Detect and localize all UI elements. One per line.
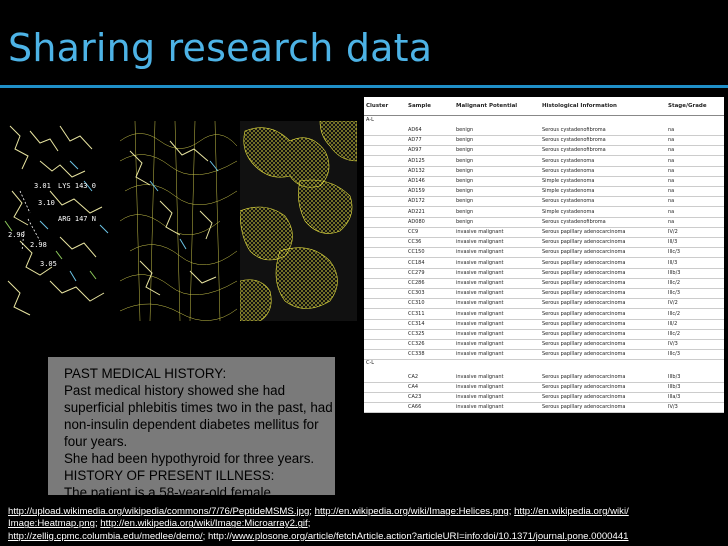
table-cell-sample: AD221 <box>408 208 425 215</box>
table-cell-stage: na <box>668 218 675 225</box>
residue-label: ARG 147 N <box>58 215 96 223</box>
table-cell-sample: AD64 <box>408 127 422 133</box>
separator: ; <box>508 506 515 517</box>
table-cell-histology: Serous papillary adenocarcinoma <box>542 310 626 317</box>
table-cell-histology: Serous papillary adenocarcinoma <box>542 300 626 307</box>
table-cell-sample: AD146 <box>408 178 425 184</box>
table-cell-histology: Serous papillary adenocarcinoma <box>542 331 626 337</box>
title-divider <box>0 85 728 88</box>
table-cell-potential: invasive malignant <box>456 331 504 337</box>
molecule-mesh-partial-image <box>120 121 237 321</box>
reference-link[interactable]: www.plosone.org/article/fetchArticle.action?articleURI=info:doi/10.1371/journal.pone.0000441 <box>231 530 629 542</box>
molecule-density-mesh-image <box>240 121 357 321</box>
table-cell-stage: III/3 <box>668 259 678 266</box>
reference-link[interactable]: http://zellig.cpmc.columbia.edu/medlee/demo/ <box>8 530 203 542</box>
table-cell-stage: na <box>668 178 675 184</box>
note-line: PAST MEDICAL HISTORY: <box>64 366 227 381</box>
column-header-stage: Stage/Grade <box>668 103 707 109</box>
table-cell-histology: Serous papillary adenocarcinoma <box>542 239 626 246</box>
table-cell-sample: AD125 <box>408 157 425 164</box>
table-cell-sample: AD080 <box>408 218 425 225</box>
table-cell-stage: IIIc/3 <box>668 249 681 256</box>
note-line: HISTORY OF PRESENT ILLNESS: <box>64 468 275 483</box>
table-cell-sample: CC325 <box>408 331 425 337</box>
slide-title: Sharing research data <box>8 26 433 70</box>
column-header-histology: Histological Information <box>542 103 617 109</box>
table-cell-potential: benign <box>456 178 474 184</box>
table-cell-histology: Serous cystadenofibroma <box>542 218 606 225</box>
table-cell-stage: IIIc/2 <box>668 310 681 317</box>
separator: ; <box>94 518 101 530</box>
table-cell-stage: IIIc/2 <box>668 331 681 337</box>
table-header <box>364 97 724 116</box>
table-cell-stage: na <box>668 198 675 205</box>
table-cell-sample: CC311 <box>408 310 425 317</box>
table-cell-histology: Serous cystadenofibroma <box>542 147 606 154</box>
table-cell-sample: AD172 <box>408 198 425 205</box>
table-cell-potential: benign <box>456 208 474 215</box>
table-cell-potential: benign <box>456 157 474 164</box>
table-cell-histology: Serous papillary adenocarcinoma <box>542 249 626 256</box>
table-cell-sample: AD132 <box>408 167 425 174</box>
table-cell-stage: IV/2 <box>668 229 678 235</box>
table-cell-sample: CC184 <box>408 259 425 266</box>
table-cell-potential: benign <box>456 167 474 174</box>
table-cell-sample: AD159 <box>408 188 425 195</box>
table-cell-potential: invasive malignant <box>456 259 504 266</box>
molecule-line-model-image <box>0 121 114 321</box>
table-cell-sample: CC9 <box>408 229 419 235</box>
table-cell-potential: invasive malignant <box>456 383 504 390</box>
table-cell-sample: AD97 <box>408 147 422 154</box>
table-cell-stage: IV/2 <box>668 300 678 307</box>
separator: ; <box>307 518 311 530</box>
residue-label: LYS 143 0 <box>58 182 96 190</box>
note-line: Past medical history showed she had <box>64 383 286 398</box>
column-header-sample: Sample <box>408 103 431 109</box>
note-line: non-insulin dependent diabetes mellitus for <box>64 417 319 432</box>
reference-link[interactable]: http://en.wikipedia.org/wiki/Image:Helices.png <box>314 506 509 517</box>
reference-link[interactable]: http://en.wikipedia.org/wiki/ <box>514 506 629 517</box>
table-cell-stage: na <box>668 157 675 164</box>
table-cell-histology: Serous cystadenoma <box>542 167 595 174</box>
table-cell-potential: invasive malignant <box>456 320 504 327</box>
table-cell-histology: Serous papillary adenocarcinoma <box>542 320 626 327</box>
microarray-sample-table <box>364 97 724 412</box>
table-cell-stage: IIIc/2 <box>668 280 681 286</box>
table-cell-sample: CC150 <box>408 249 425 256</box>
table-cell-potential: invasive malignant <box>456 239 504 246</box>
table-cell-sample: CC314 <box>408 320 425 327</box>
table-cell-histology: Serous papillary adenocarcinoma <box>542 341 626 348</box>
table-cell-histology: Serous papillary adenocarcinoma <box>542 269 626 276</box>
table-cell-stage: na <box>668 137 675 144</box>
table-cell-potential: benign <box>456 147 474 154</box>
image-references <box>8 506 726 543</box>
bond-distance-label: 2.98 <box>30 241 47 249</box>
table-cell-potential: benign <box>456 188 474 195</box>
table-cell-sample: CC338 <box>408 351 425 358</box>
table-cell-stage: IIIb/3 <box>668 373 681 380</box>
column-header-cluster: Cluster <box>366 103 389 109</box>
table-cell-potential: invasive malignant <box>456 249 504 256</box>
table-cell-histology: Serous papillary adenocarcinoma <box>542 229 626 235</box>
table-cell-stage: na <box>668 147 675 154</box>
table-cell-potential: benign <box>456 218 474 225</box>
table-cell-histology: Simple cystadenoma <box>542 178 595 184</box>
table-cell-histology: Serous papillary adenocarcinoma <box>542 394 626 400</box>
table-cell-histology: Serous papillary adenocarcinoma <box>542 259 626 266</box>
table-cell-stage: IV/3 <box>668 404 678 411</box>
table-cell-sample: CC279 <box>408 269 425 276</box>
bond-distance-label: 2.90 <box>8 231 25 239</box>
reference-link[interactable]: http://upload.wikimedia.org/wikipedia/commons/7/76/PeptideMSMS.jpg <box>8 506 310 517</box>
table-cell-potential: invasive malignant <box>456 310 504 317</box>
table-cell-histology: Serous papillary adenocarcinoma <box>542 280 626 286</box>
table-cell-stage: IIIc/3 <box>668 351 681 358</box>
separator: ; http:// <box>202 530 232 542</box>
table-cell-stage: IIIa/3 <box>668 394 681 400</box>
table-cell-potential: invasive malignant <box>456 351 504 358</box>
table-cell-stage: IIIb/3 <box>668 269 681 276</box>
table-cell-stage: III/2 <box>668 320 678 327</box>
table-cell-stage: III/3 <box>668 239 678 246</box>
table-cell-sample: CA23 <box>408 394 422 400</box>
cluster-group-label: C-L <box>366 360 375 366</box>
table-cell-sample: CC286 <box>408 280 425 286</box>
bond-distance-label: 3.10 <box>38 199 55 207</box>
table-cell-stage: na <box>668 188 675 195</box>
note-line: She had been hypothyroid for three years. <box>64 451 315 466</box>
table-cell-sample: CA2 <box>408 373 419 380</box>
note-line: The patient is a 58-year-old female, … <box>64 485 292 500</box>
table-cell-stage: IV/3 <box>668 341 678 348</box>
table-row <box>364 349 724 360</box>
table-cell-potential: invasive malignant <box>456 269 504 276</box>
table-cell-sample: CA4 <box>408 383 419 390</box>
reference-link[interactable]: http://en.wikipedia.org/wiki/Image:Microarray2.gif <box>100 518 308 530</box>
table-cell-potential: benign <box>456 127 474 133</box>
table-cell-stage: IIIb/3 <box>668 383 681 390</box>
bond-distance-label: 3.05 <box>40 260 57 268</box>
table-cell-stage: na <box>668 167 675 174</box>
table-cell-histology: Serous papillary adenocarcinoma <box>542 351 626 358</box>
table-cell-potential: benign <box>456 198 474 205</box>
table-cell-histology: Serous papillary adenocarcinoma <box>542 373 626 380</box>
column-header-potential: Malignant Potential <box>456 103 518 109</box>
clinical-note-box <box>48 357 335 500</box>
table-cell-sample: CC326 <box>408 341 425 348</box>
table-cell-sample: CC303 <box>408 290 425 297</box>
separator: ; <box>309 506 315 517</box>
table-cell-stage: na <box>668 208 675 215</box>
table-cell-histology: Serous papillary adenocarcinoma <box>542 290 626 297</box>
table-cell-histology: Serous cystadenoma <box>542 198 595 205</box>
table-cell-histology: Serous cystadenoma <box>542 157 595 164</box>
table-cell-potential: invasive malignant <box>456 404 504 411</box>
table-cell-histology: Serous cystadenofibroma <box>542 137 606 144</box>
table-cell-sample: CA66 <box>408 404 422 411</box>
table-cell-potential: benign <box>456 137 474 144</box>
table-cell-sample: CC36 <box>408 239 422 246</box>
clinical-note-text <box>64 365 336 501</box>
table-cell-potential: invasive malignant <box>456 300 504 307</box>
table-cell-potential: invasive malignant <box>456 341 504 348</box>
note-line: four years. <box>64 434 128 449</box>
table-cell-potential: invasive malignant <box>456 290 504 297</box>
table-cell-potential: invasive malignant <box>456 229 504 235</box>
table-cell-histology: Simple cystadenoma <box>542 188 595 195</box>
table-cell-sample: CC310 <box>408 300 425 307</box>
cluster-group-label: A-L <box>366 117 374 123</box>
table-cell-histology: Serous cystadenofibroma <box>542 127 606 133</box>
table-cell-stage: IIIc/3 <box>668 290 681 297</box>
table-cell-histology: Serous papillary adenocarcinoma <box>542 404 626 411</box>
table-row <box>364 402 724 413</box>
table-cell-potential: invasive malignant <box>456 373 504 380</box>
table-cell-histology: Simple cystadenoma <box>542 208 595 215</box>
note-line: superficial phlebitis times two in the past, had <box>64 400 333 415</box>
table-cell-histology: Serous papillary adenocarcinoma <box>542 383 626 390</box>
table-cell-sample: AD77 <box>408 137 422 144</box>
table-cell-potential: invasive malignant <box>456 280 504 286</box>
table-cell-potential: invasive malignant <box>456 394 504 400</box>
table-cell-stage: na <box>668 127 675 133</box>
reference-link[interactable]: Image:Heatmap.png <box>8 518 95 530</box>
bond-distance-label: 3.01 <box>34 182 51 190</box>
